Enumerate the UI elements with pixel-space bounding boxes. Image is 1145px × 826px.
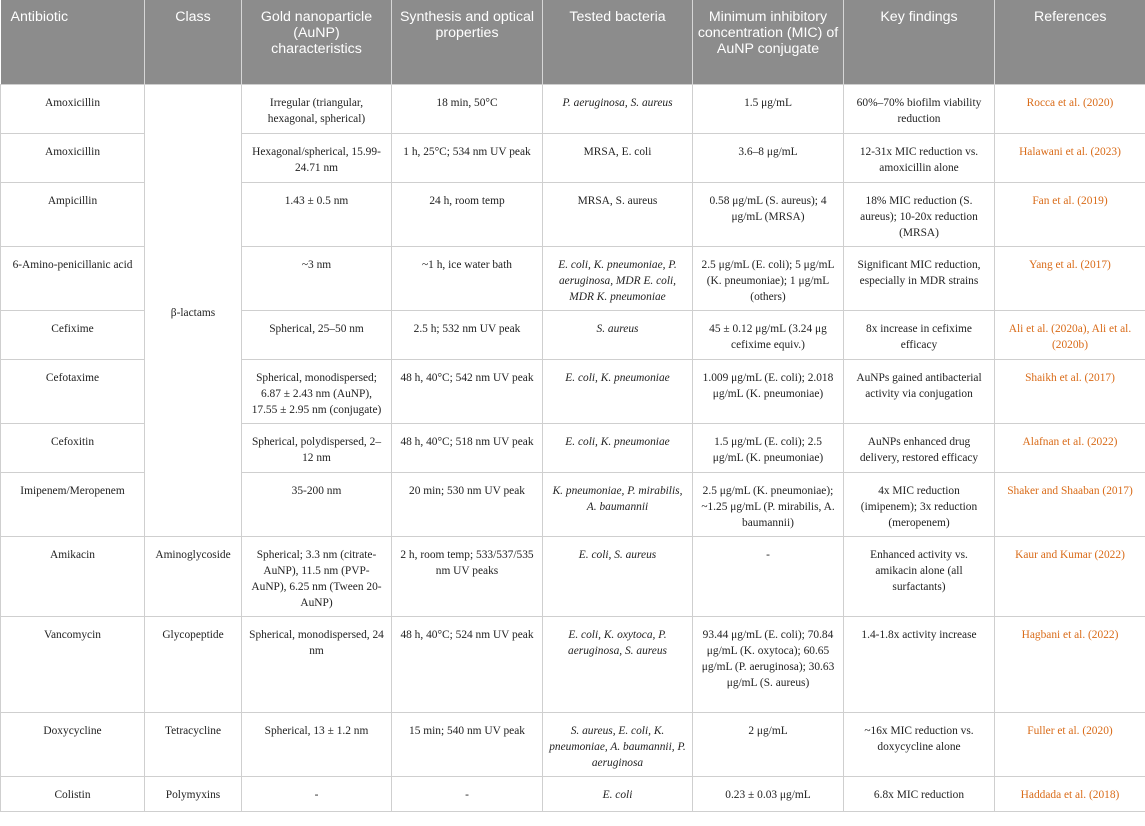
reference-link[interactable]: Ali et al. (2020a), Ali et al. (2020b) bbox=[995, 310, 1145, 359]
reference-link[interactable]: Shaker and Shaaban (2017) bbox=[995, 472, 1145, 536]
synthesis-cell: 48 h, 40°C; 542 nm UV peak bbox=[392, 359, 543, 423]
antibiotic-cell: Amikacin bbox=[1, 536, 145, 616]
findings-cell: 4x MIC reduction (imipenem); 3x reduction (meropenem) bbox=[844, 472, 995, 536]
bacteria-cell: E. coli, S. aureus bbox=[543, 536, 693, 616]
findings-cell: ~16x MIC reduction vs. doxycycline alone bbox=[844, 712, 995, 776]
class-cell: β-lactams bbox=[145, 84, 242, 536]
mic-cell: 2 μg/mL bbox=[693, 712, 844, 776]
bacteria-cell: S. aureus, E. coli, K. pneumoniae, A. baumannii, P. aeruginosa bbox=[543, 712, 693, 776]
reference-link[interactable]: Fuller et al. (2020) bbox=[995, 712, 1145, 776]
header-mic: Minimum inhibitory concentration (MIC) of AuNP conjugate bbox=[693, 0, 844, 84]
bacteria-cell: MRSA, S. aureus bbox=[543, 182, 693, 246]
antibiotic-cell: Amoxicillin bbox=[1, 84, 145, 133]
findings-cell: 6.8x MIC reduction bbox=[844, 776, 995, 811]
reference-link[interactable]: Haddada et al. (2018) bbox=[995, 776, 1145, 811]
synthesis-cell: 2 h, room temp; 533/537/535 nm UV peaks bbox=[392, 536, 543, 616]
synthesis-cell: 48 h, 40°C; 518 nm UV peak bbox=[392, 423, 543, 472]
bacteria-cell: E. coli, K. pneumoniae bbox=[543, 423, 693, 472]
aunp-cell: - bbox=[242, 776, 392, 811]
mic-cell: 0.23 ± 0.03 μg/mL bbox=[693, 776, 844, 811]
antibiotic-cell: Amoxicillin bbox=[1, 133, 145, 182]
synthesis-cell: 15 min; 540 nm UV peak bbox=[392, 712, 543, 776]
header-class: Class bbox=[145, 0, 242, 84]
aunp-cell: 35-200 nm bbox=[242, 472, 392, 536]
table-row bbox=[1, 776, 1145, 811]
mic-cell: 0.58 μg/mL (S. aureus); 4 μg/mL (MRSA) bbox=[693, 182, 844, 246]
bacteria-cell: MRSA, E. coli bbox=[543, 133, 693, 182]
synthesis-cell: 1 h, 25°C; 534 nm UV peak bbox=[392, 133, 543, 182]
reference-link[interactable]: Fan et al. (2019) bbox=[995, 182, 1145, 246]
reference-link[interactable]: Halawani et al. (2023) bbox=[995, 133, 1145, 182]
bacteria-cell: E. coli bbox=[543, 776, 693, 811]
reference-link[interactable]: Alafnan et al. (2022) bbox=[995, 423, 1145, 472]
table-row bbox=[1, 536, 1145, 616]
mic-cell: 3.6–8 μg/mL bbox=[693, 133, 844, 182]
header-aunp: Gold nanoparticle (AuNP) characteristics bbox=[242, 0, 392, 84]
findings-cell: Significant MIC reduction, especially in MDR strains bbox=[844, 246, 995, 310]
aunp-cell: Spherical, 25–50 nm bbox=[242, 310, 392, 359]
reference-link[interactable]: Shaikh et al. (2017) bbox=[995, 359, 1145, 423]
reference-link[interactable]: Rocca et al. (2020) bbox=[995, 84, 1145, 133]
findings-cell: 18% MIC reduction (S. aureus); 10-20x reduction (MRSA) bbox=[844, 182, 995, 246]
table-header-row bbox=[1, 0, 1145, 84]
synthesis-cell: 20 min; 530 nm UV peak bbox=[392, 472, 543, 536]
aunp-cell: Spherical, 13 ± 1.2 nm bbox=[242, 712, 392, 776]
table-row bbox=[1, 84, 1145, 133]
synthesis-cell: - bbox=[392, 776, 543, 811]
header-bacteria: Tested bacteria bbox=[543, 0, 693, 84]
findings-cell: 1.4-1.8x activity increase bbox=[844, 616, 995, 712]
aunp-cell: 1.43 ± 0.5 nm bbox=[242, 182, 392, 246]
header-findings: Key findings bbox=[844, 0, 995, 84]
aunp-cell: Spherical, monodispersed; 6.87 ± 2.43 nm (AuNP), 17.55 ± 2.95 nm (conjugate) bbox=[242, 359, 392, 423]
antibiotic-cell: Imipenem/Meropenem bbox=[1, 472, 145, 536]
reference-link[interactable]: Kaur and Kumar (2022) bbox=[995, 536, 1145, 616]
findings-cell: Enhanced activity vs. amikacin alone (all surfactants) bbox=[844, 536, 995, 616]
antibiotic-cell: Ampicillin bbox=[1, 182, 145, 246]
bacteria-cell: E. coli, K. pneumoniae, P. aeruginosa, MDR E. coli, MDR K. pneumoniae bbox=[543, 246, 693, 310]
aunp-cell: Hexagonal/spherical, 15.99-24.71 nm bbox=[242, 133, 392, 182]
header-antibiotic: Antibiotic bbox=[1, 0, 145, 84]
synthesis-cell: 48 h, 40°C; 524 nm UV peak bbox=[392, 616, 543, 712]
findings-cell: AuNPs enhanced drug delivery, restored efficacy bbox=[844, 423, 995, 472]
class-cell: Polymyxins bbox=[145, 776, 242, 811]
bacteria-cell: E. coli, K. oxytoca, P. aeruginosa, S. aureus bbox=[543, 616, 693, 712]
header-references: References bbox=[995, 0, 1145, 84]
bacteria-cell: S. aureus bbox=[543, 310, 693, 359]
antibiotic-cell: Doxycycline bbox=[1, 712, 145, 776]
synthesis-cell: 18 min, 50°C bbox=[392, 84, 543, 133]
findings-cell: 60%–70% biofilm viability reduction bbox=[844, 84, 995, 133]
antibiotic-cell: Colistin bbox=[1, 776, 145, 811]
synthesis-cell: ~1 h, ice water bath bbox=[392, 246, 543, 310]
aunp-cell: Spherical, polydispersed, 2–12 nm bbox=[242, 423, 392, 472]
table-row bbox=[1, 712, 1145, 776]
synthesis-cell: 2.5 h; 532 nm UV peak bbox=[392, 310, 543, 359]
reference-link[interactable]: Yang et al. (2017) bbox=[995, 246, 1145, 310]
synthesis-cell: 24 h, room temp bbox=[392, 182, 543, 246]
class-cell: Aminoglycoside bbox=[145, 536, 242, 616]
mic-cell: 2.5 μg/mL (K. pneumoniae); ~1.25 μg/mL (P. mirabilis, A. baumannii) bbox=[693, 472, 844, 536]
antibiotic-cell: Cefixime bbox=[1, 310, 145, 359]
aunp-cell: Spherical, monodispersed, 24 nm bbox=[242, 616, 392, 712]
mic-cell: 2.5 μg/mL (E. coli); 5 μg/mL (K. pneumoniae); 1 μg/mL (others) bbox=[693, 246, 844, 310]
header-synthesis: Synthesis and optical properties bbox=[392, 0, 543, 84]
mic-cell: 45 ± 0.12 μg/mL (3.24 μg cefixime equiv.) bbox=[693, 310, 844, 359]
antibiotic-cell: Cefotaxime bbox=[1, 359, 145, 423]
antibiotic-cell: 6-Amino-penicillanic acid bbox=[1, 246, 145, 310]
bacteria-cell: K. pneumoniae, P. mirabilis, A. baumannii bbox=[543, 472, 693, 536]
mic-cell: 1.5 μg/mL (E. coli); 2.5 μg/mL (K. pneumoniae) bbox=[693, 423, 844, 472]
aunp-cell: Spherical; 3.3 nm (citrate-AuNP), 11.5 nm (PVP-AuNP), 6.25 nm (Tween 20-AuNP) bbox=[242, 536, 392, 616]
findings-cell: AuNPs gained antibacterial activity via conjugation bbox=[844, 359, 995, 423]
bacteria-cell: E. coli, K. pneumoniae bbox=[543, 359, 693, 423]
aunp-cell: ~3 nm bbox=[242, 246, 392, 310]
class-cell: Glycopeptide bbox=[145, 616, 242, 712]
antibiotic-cell: Vancomycin bbox=[1, 616, 145, 712]
mic-cell: 1.009 μg/mL (E. coli); 2.018 μg/mL (K. pneumoniae) bbox=[693, 359, 844, 423]
mic-cell: 93.44 μg/mL (E. coli); 70.84 μg/mL (K. oxytoca); 60.65 μg/mL (P. aeruginosa); 30.63 μg/mL (S. aureus) bbox=[693, 616, 844, 712]
class-cell: Tetracycline bbox=[145, 712, 242, 776]
findings-cell: 12-31x MIC reduction vs. amoxicillin alone bbox=[844, 133, 995, 182]
bacteria-cell: P. aeruginosa, S. aureus bbox=[543, 84, 693, 133]
mic-cell: - bbox=[693, 536, 844, 616]
antibiotic-cell: Cefoxitin bbox=[1, 423, 145, 472]
aunp-cell: Irregular (triangular, hexagonal, spherical) bbox=[242, 84, 392, 133]
table-row bbox=[1, 616, 1145, 712]
mic-cell: 1.5 μg/mL bbox=[693, 84, 844, 133]
findings-cell: 8x increase in cefixime efficacy bbox=[844, 310, 995, 359]
reference-link[interactable]: Hagbani et al. (2022) bbox=[995, 616, 1145, 712]
